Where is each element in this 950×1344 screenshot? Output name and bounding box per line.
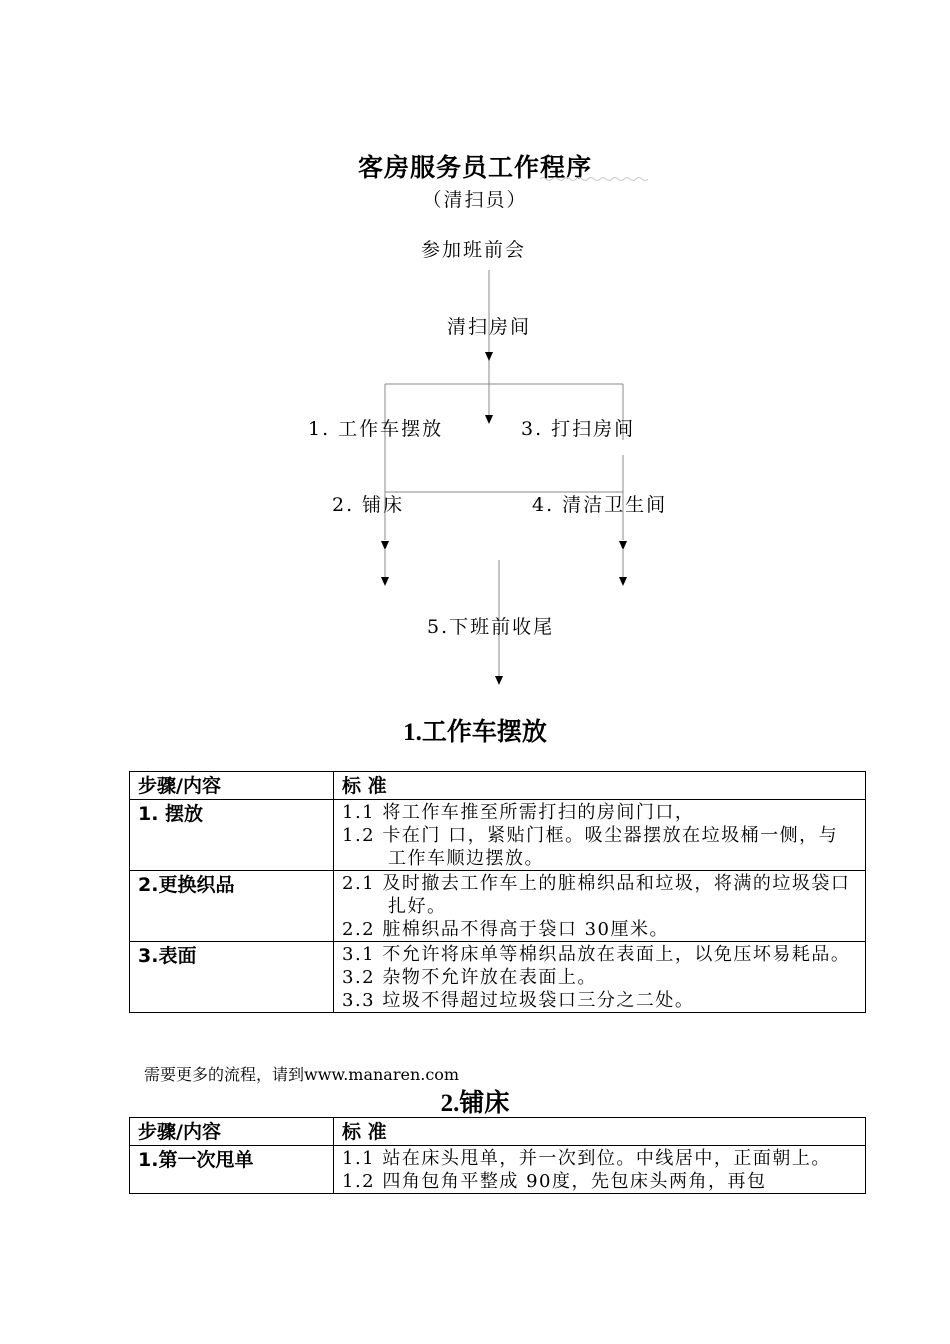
standard-cell [334,1146,866,1194]
flow-arrow [619,577,627,586]
table-row [130,1146,866,1194]
more-processes-note: 需要更多的流程，请到www.manaren.com [144,1065,460,1084]
standards-table-bed [129,1117,866,1194]
standard-cell [334,800,866,871]
table-header-row [130,1118,866,1146]
standards-table-cart [129,771,866,1013]
step-label: 1.第一次甩单 [130,1146,334,1194]
flow-arrow [381,577,389,586]
table-row [130,942,866,1013]
header-step: 步骤/内容 [130,772,334,800]
standard-item: 3.1 不允许将床单等棉织品放在表面上，以免压坏易耗品。 [342,944,851,965]
standard-item: 2.2 脏棉织品不得高于袋口 30厘米。 [342,919,669,940]
standard-item: 1.1 将工作车推至所需打扫的房间门口， [342,802,695,823]
step-label: 2.更换织品 [130,871,334,942]
flow-node-meeting: 参加班前会 [421,239,527,261]
flow-node-clean-room: 清扫房间 [447,316,532,338]
standard-item: 3.2 杂物不允许放在表面上。 [342,967,597,988]
standard-item: 1.2 四角包角平整成 90度，先包床头两角，再包 [342,1171,767,1192]
section-title-bed: 2.铺床 [440,1090,510,1117]
step-label: 3.表面 [130,942,334,1013]
table-row [130,800,866,871]
flow-node-closing: 5.下班前收尾 [427,616,555,638]
standard-item: 2.1 及时撤去工作车上的脏棉织品和垃圾，将满的垃圾袋口扎好。 [342,873,851,917]
table-row [130,871,866,942]
standard-item: 1.2 卡在门 口，紧贴门框。吸尘器摆放在垃圾桶一侧，与 工作车顺边摆放。 [342,825,839,869]
header-standard: 标 准 [334,1118,866,1146]
step-label: 1. 摆放 [130,800,334,871]
header-step: 步骤/内容 [130,1118,334,1146]
standard-cell [334,942,866,1013]
standard-cell [334,871,866,942]
header-standard: 标 准 [334,772,866,800]
flow-arrow [495,676,503,685]
flow-node-make-bed: 2. 铺床 [332,494,405,516]
flow-arrow [619,541,627,550]
document-title: 客房服务员工作程序 [357,153,592,182]
flow-arrow [381,541,389,550]
flow-arrow [485,352,493,361]
standard-item: 3.3 垃圾不得超过垃圾袋口三分之二处。 [342,990,695,1011]
standard-item: 1.1 站在床头甩单，并一次到位。中线居中，正面朝上。 [342,1148,831,1169]
table-header-row [130,772,866,800]
flow-node-bathroom: 4. 清洁卫生间 [532,494,668,516]
section-title-cart: 1.工作车摆放 [403,719,547,746]
flow-node-cart: 1. 工作车摆放 [308,418,444,440]
flow-arrow [485,415,493,424]
flow-node-sweep-room: 3. 打扫房间 [521,418,636,440]
document-subtitle: （清扫员） [422,189,528,211]
